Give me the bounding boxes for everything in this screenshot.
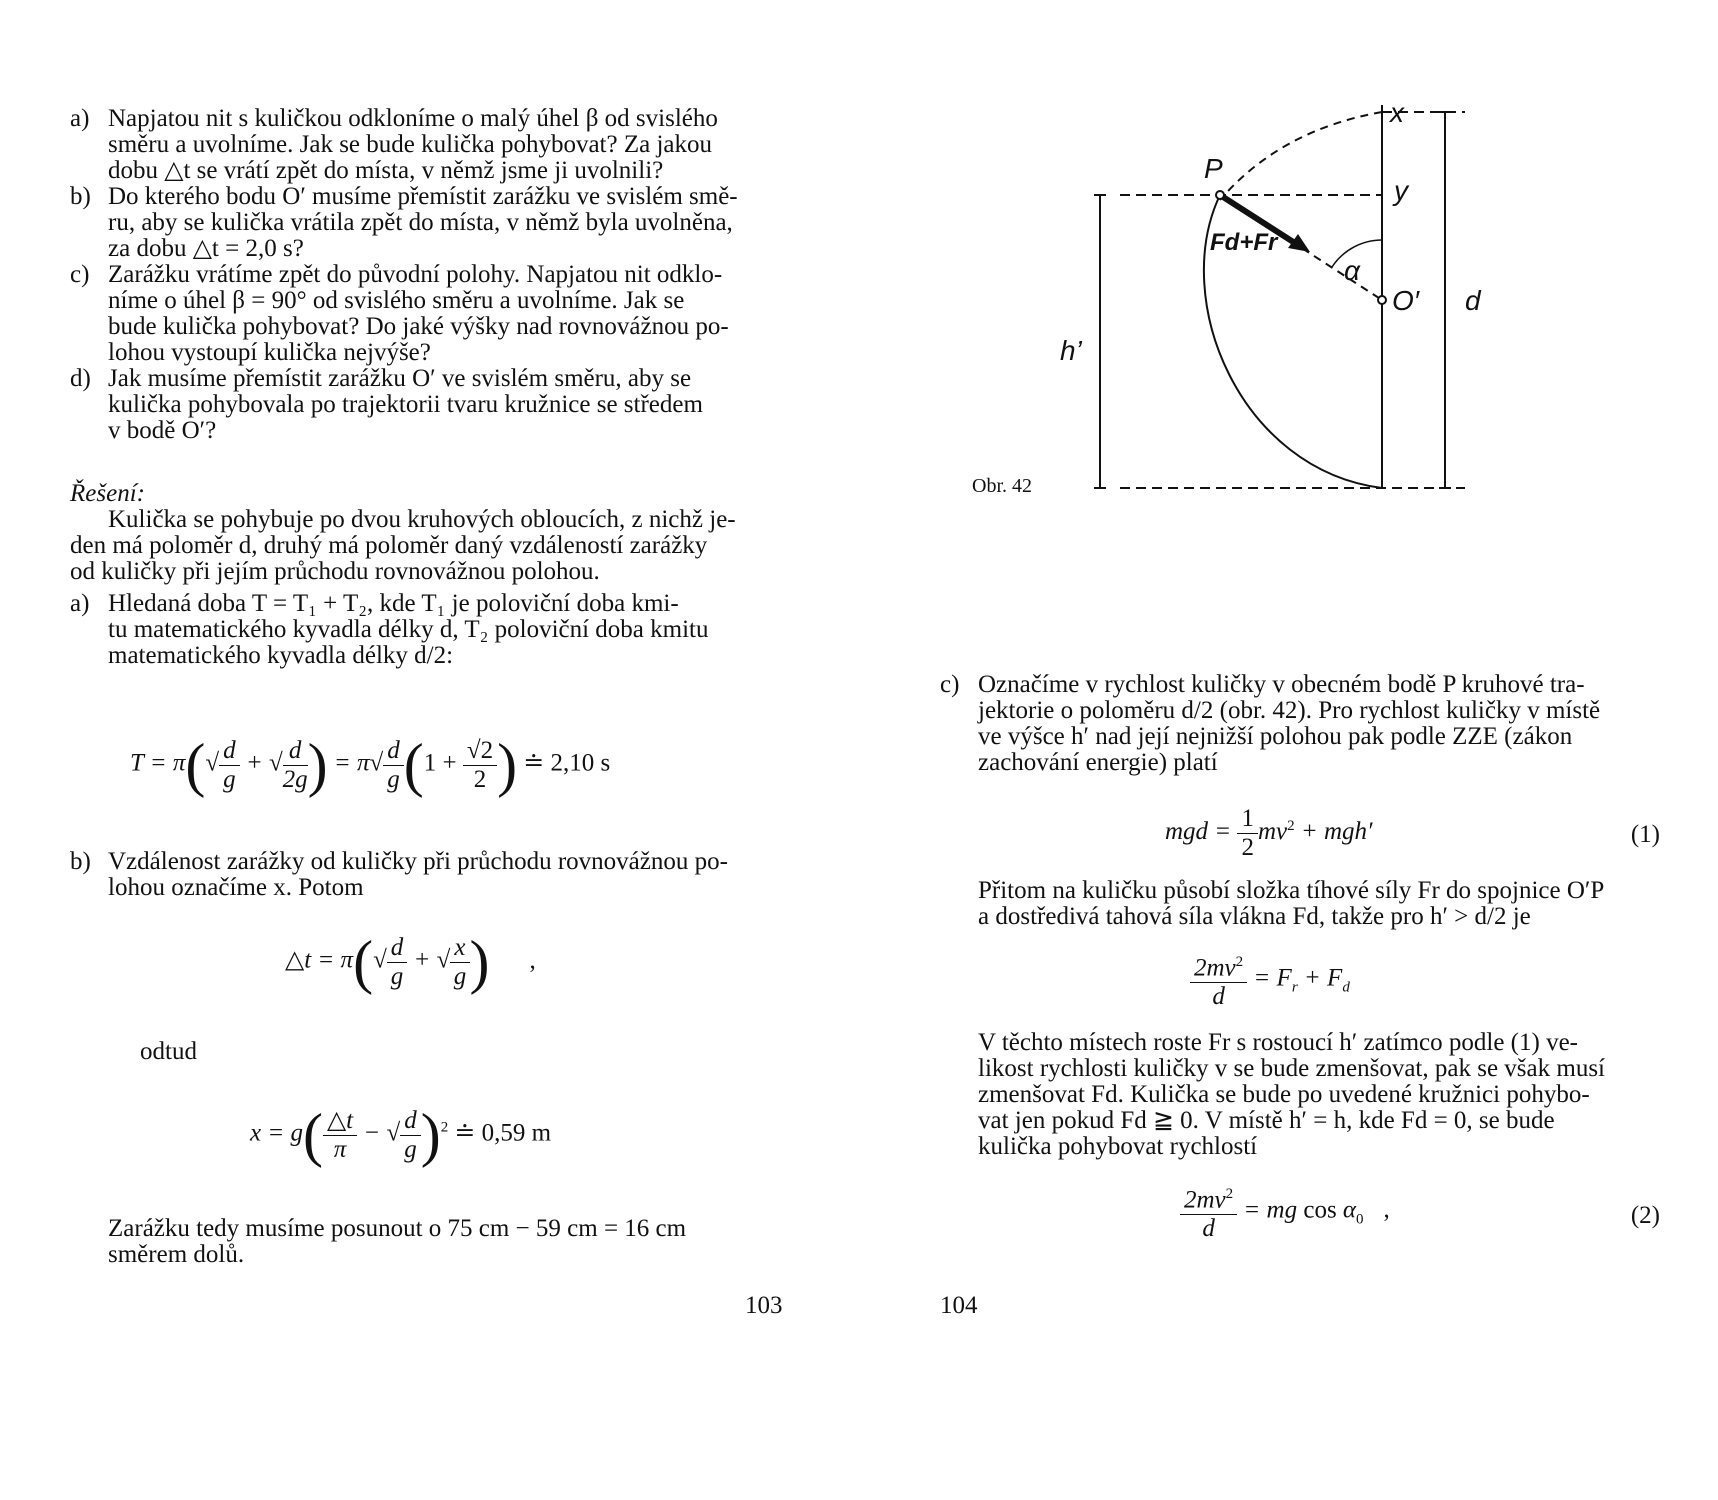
paragraph-2 [978, 878, 1658, 930]
equation-result: ≐ 0,59 m [454, 1119, 552, 1147]
problem-b [70, 184, 790, 262]
text-line: tu matematického kyvadla délky d, T₂ poloviční doba kmitu [108, 616, 709, 643]
solution-b [70, 849, 790, 901]
solution-a [70, 591, 790, 669]
text-line: Zarážku vrátíme zpět do původní polohy. Napjatou nit odklo- [108, 261, 723, 288]
label-p: P [1204, 153, 1223, 184]
equation-delta-t: △t = π(√ $\frac{d}{g}$ + √ $\frac{x}{g}$ ) , [285, 929, 536, 995]
page-number: 104 [940, 1292, 978, 1319]
solution-c [940, 672, 1660, 776]
text-line: lohou vystoupí kulička nejvýše? [108, 339, 431, 366]
text-line: kulička pohybovat rychlostí [978, 1133, 1258, 1160]
text-line: ru, aby se kulička vrátila zpět do místa, v němž byla uvolněna, [108, 209, 733, 236]
solution-heading: Řešení: [70, 480, 145, 507]
solution-intro [70, 506, 788, 585]
pendulum-figure [1060, 97, 1660, 500]
item-label: b) [70, 183, 91, 210]
label-alpha: α [1344, 255, 1360, 286]
text-line: od kuličky při jejím průchodu rovnovážnou polohou. [70, 558, 600, 585]
text-line: Přitom na kuličku působí složka tíhové síly Fr do spojnice O′P [978, 877, 1605, 904]
page-number: 103 [745, 1292, 783, 1319]
label-force: Fd+Fr [1210, 229, 1278, 256]
item-label: c) [940, 671, 960, 698]
item-label: a) [70, 105, 90, 132]
text-line: Napjatou nit s kuličkou odkloníme o malý úhel β od svislého [108, 105, 718, 132]
item-label: b) [70, 848, 91, 875]
left-page [70, 0, 790, 1500]
text-line: směrem dolů. [108, 1241, 245, 1268]
dashed-arc [1220, 112, 1382, 200]
figure-caption: Obr. 42 [972, 475, 1032, 497]
text-line: bude kulička pohybovat? Do jaké výšky nad rovnovážnou po- [108, 313, 729, 340]
text-line: v bodě O′? [108, 417, 217, 444]
point-o-prime [1378, 296, 1386, 304]
text-line: ve výšce h′ nad její nejnižší polohou pak podle ZZE (zákon [978, 723, 1573, 750]
equation-centripetal: $\frac{2mv^2}{d}$ = $F_r + F_d$ [1190, 948, 1350, 1011]
equation-period: T = π(√ $\frac{d}{g}$ + √ $\frac{d}{2g}$ ) = π√ $\frac{d}{g}$ (1 + $\frac{√2}{2}$ ) ≐ 2,10 s [130, 732, 611, 798]
equation-number: (1) [1630, 821, 1660, 848]
text-line: směru a uvolníme. Jak se bude kulička pohybovat? Za jakou [108, 131, 713, 158]
item-label: c) [70, 261, 90, 288]
equation-number: (2) [1630, 1202, 1660, 1229]
text-line: lohou označíme x. Potom [108, 874, 364, 901]
text-line: níme o úhel β = 90° od svislého směru a uvolníme. Jak se [108, 287, 685, 314]
text-line: Zarážku tedy musíme posunout o 75 cm − 59 cm = 16 cm [108, 1215, 687, 1242]
text-line: Jak musíme přemístit zarážku O′ ve svislém směru, aby se [108, 365, 692, 392]
text-line: jektorie o poloměru d/2 (obr. 42). Pro rychlost kuličky v místě [978, 697, 1601, 724]
text-line: Hledaná doba T = T₁ + T₂, kde T₁ je poloviční doba kmi- [108, 590, 679, 617]
paragraph-3 [978, 1030, 1658, 1160]
problem-d [70, 366, 790, 444]
label-d: d [1465, 285, 1481, 316]
conclusion [108, 1216, 788, 1268]
item-label: d) [70, 365, 91, 392]
item-label: a) [70, 590, 90, 617]
label-o-prime: O′ [1392, 285, 1420, 316]
problem-c [70, 262, 790, 366]
label-h: h’ [1060, 335, 1082, 366]
text-line: Vzdálenost zarážky od kuličky při průchodu rovnovážnou po- [108, 848, 728, 875]
text-line: a dostředivá tahová síla vlákna Fd, takže pro h′ > d/2 je [978, 903, 1531, 930]
odtud-label: odtud [140, 1038, 197, 1065]
text-line: likost rychlosti kuličky v se bude zmenšovat, pak se však musí [978, 1055, 1605, 1082]
text-line: zmenšovat Fd. Kulička se bude po uvedené kružnici pohybo- [978, 1081, 1590, 1108]
equation-result: ≐ 2,10 s [523, 749, 611, 777]
text-line: Kulička se pohybuje po dvou kruhových obloucích, z nichž je- [108, 506, 736, 533]
text-line: vat jen pokud Fd ≧ 0. V místě h′ = h, kde Fd = 0, se bude [978, 1107, 1555, 1134]
equation-2: $\frac{2mv^2}{d}$ = mg $\cos \alpha_0$ , [1180, 1180, 1390, 1243]
text-line: dobu △t se vrátí zpět do místa, v němž jsme ji uvolnili? [108, 157, 664, 184]
text-line: kulička pohybovala po trajektorii tvaru kružnice se středem [108, 391, 703, 418]
text-line: den má poloměr d, druhý má poloměr daný vzdáleností zarážky [70, 532, 708, 559]
text-line: Označíme v rychlost kuličky v obecném bodě P kruhové tra- [978, 671, 1585, 698]
right-page [940, 0, 1660, 1500]
text-line: za dobu △t = 2,0 s? [108, 235, 304, 262]
text-line: Do kterého bodu O′ musíme přemístit zarážku ve svislém smě- [108, 183, 738, 210]
label-y: y [1394, 175, 1408, 206]
equation-1: mgd = $\frac{1}{2}$ $mv^2 + mgh'$ [1165, 805, 1373, 861]
label-x: x [1390, 97, 1404, 128]
point-p [1216, 191, 1224, 199]
problem-a [70, 106, 790, 184]
text-line: V těchto místech roste Fr s rostoucí h′ zatímco podle (1) ve- [978, 1029, 1578, 1056]
text-line: matematického kyvadla délky d/2: [108, 642, 454, 669]
text-line: zachování energie) platí [978, 749, 1218, 776]
equation-x: x = g( $\frac{\triangle t}{\pi}$ − √ $\frac{d}{g}$ )$^2$ ≐ 0,59 m [250, 1102, 552, 1168]
